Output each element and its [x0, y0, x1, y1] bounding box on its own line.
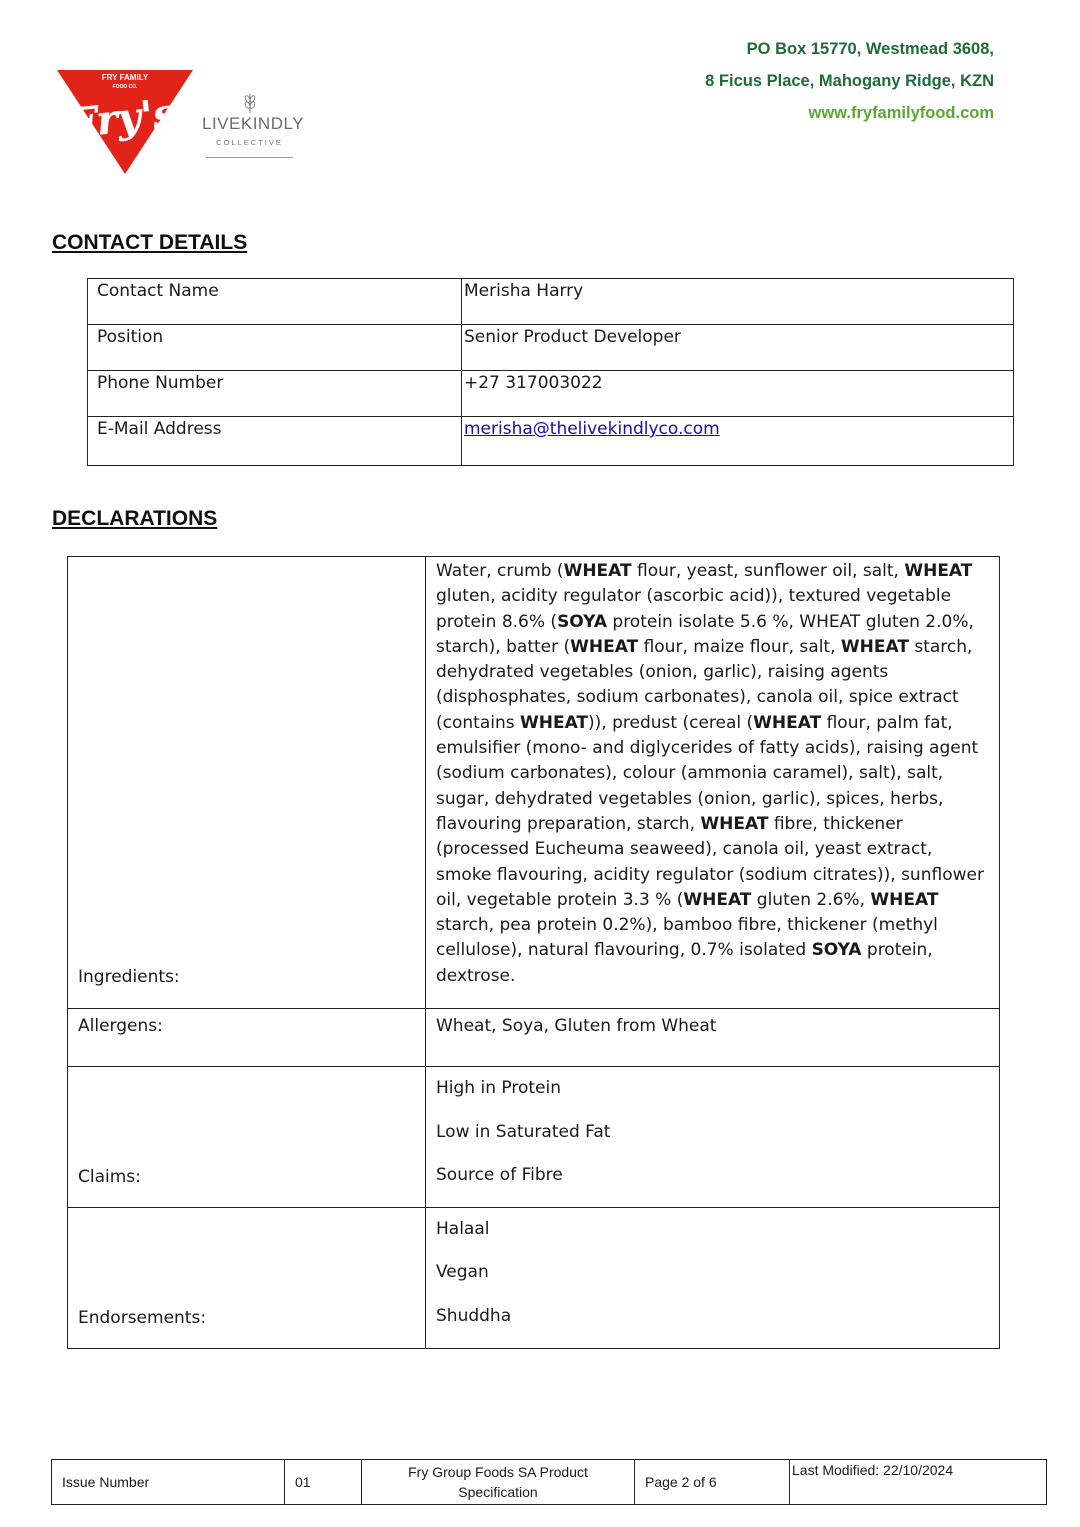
ingredients-label: Ingredients: [68, 557, 426, 1009]
document-title [362, 1460, 635, 1505]
ingredients-value: Water, crumb (WHEAT flour, yeast, sunflower oil, salt, WHEAT gluten, acidity regulator (ascorbic acid)), textured vegetable protein 8.6% (SOYA protein isolate 5.6 %, WHEAT gluten 2.0%, starch), batter (WHEAT flour, maize flour, salt, WHEAT starch, dehydrated vegetables (onion, garlic), raising agents (disphosphates, sodium carbonates), canola oil, spice extract (contains WHEAT)), predust (cereal (WHEAT flour, palm fat, emulsifier (mono- and diglycerides of fatty acids), raising agent (sodium carbonates), colour (ammonia caramel), salt), salt, sugar, dehydrated vegetables (onion, garlic), spices, herbs, flavouring preparation, starch, WHEAT fibre, thickener (processed Eucheuma seaweed), canola oil, yeast extract, smoke flavouring, acidity regulator (sodium citrates)), sunflower oil, vegetable protein 3.3 % (WHEAT gluten 2.6%, WHEAT starch, pea protein 0.2%), bamboo fibre, thickener (methyl cellulose), natural flavouring, 0.7% isolated SOYA protein, dextrose. [426, 557, 1000, 1009]
endorsements-value [426, 1207, 1000, 1349]
declarations-heading: DECLARATIONS [52, 507, 218, 530]
declarations-table [67, 556, 1000, 1349]
email-label: E-Mail Address [88, 417, 462, 466]
footer-table [51, 1459, 1047, 1505]
allergen-highlight: WHEAT [840, 636, 909, 657]
claims-label: Claims: [68, 1067, 426, 1208]
address-line-1: PO Box 15770, Westmead 3608, [746, 40, 994, 58]
allergen-highlight: WHEAT [904, 561, 973, 581]
table-row [68, 1067, 1000, 1208]
allergen-highlight: WHEAT [683, 889, 752, 910]
table-row [88, 371, 1014, 417]
email-value [462, 417, 1014, 466]
table-row [68, 1207, 1000, 1349]
table-row [88, 279, 1014, 325]
table-row [52, 1460, 1047, 1505]
allergen-highlight: SOYA [557, 611, 607, 632]
allergen-highlight: WHEAT [753, 712, 822, 733]
frys-logo-top-text: FRY FAMILY [101, 73, 149, 82]
document-title-line-2: Specification [458, 1484, 538, 1500]
frys-logo-wordmark: Fry's [66, 89, 178, 148]
claim-item: Source of Fibre [436, 1165, 563, 1186]
page-number: Page 2 of 6 [635, 1460, 790, 1505]
livekindly-divider [206, 157, 293, 158]
email-link[interactable]: merisha@thelivekindlyco.com [464, 419, 720, 439]
table-row [88, 417, 1014, 466]
allergen-highlight: SOYA [811, 940, 862, 961]
table-row [88, 325, 1014, 371]
frys-logo [55, 66, 195, 178]
allergens-value: Wheat, Soya, Gluten from Wheat [426, 1009, 1000, 1067]
livekindly-wordmark: LIVEKINDLY [202, 114, 305, 133]
website-link[interactable]: www.fryfamilyfood.com [808, 104, 994, 122]
claims-value [426, 1067, 1000, 1208]
position-label: Position [88, 325, 462, 371]
contact-name-label: Contact Name [88, 279, 462, 325]
livekindly-logo [202, 92, 305, 164]
allergen-highlight: WHEAT [870, 889, 939, 910]
issue-number-label: Issue Number [52, 1460, 285, 1505]
allergen-highlight: WHEAT [563, 561, 632, 581]
frys-logo-sub-text: FOOD CO. [112, 84, 138, 90]
table-row [68, 557, 1000, 1009]
allergens-label: Allergens: [68, 1009, 426, 1067]
allergen-highlight: WHEAT [520, 712, 589, 733]
contact-table [87, 278, 1014, 466]
claim-item: High in Protein [436, 1078, 561, 1099]
table-row [68, 1009, 1000, 1067]
livekindly-subtext: COLLECTIVE [216, 138, 283, 147]
last-modified: Last Modified: 22/10/2024 [790, 1460, 1047, 1505]
document-title-line-1: Fry Group Foods SA Product [408, 1464, 588, 1480]
endorsements-label: Endorsements: [68, 1207, 426, 1349]
endorsement-item: Vegan [436, 1262, 489, 1283]
phone-value: +27 317003022 [462, 371, 1014, 417]
endorsement-item: Halaal [436, 1218, 490, 1239]
address-line-2: 8 Ficus Place, Mahogany Ridge, KZN [705, 72, 994, 90]
claim-item: Low in Saturated Fat [436, 1121, 611, 1142]
contact-name-value: Merisha Harry [462, 279, 1014, 325]
endorsement-item: Shuddha [436, 1305, 512, 1326]
wheat-icon [242, 92, 258, 114]
issue-number-value: 01 [285, 1460, 362, 1505]
allergen-highlight: WHEAT [570, 636, 639, 657]
contact-details-heading: CONTACT DETAILS [52, 231, 248, 254]
phone-label: Phone Number [88, 371, 462, 417]
position-value: Senior Product Developer [462, 325, 1014, 371]
allergen-highlight: WHEAT [700, 813, 769, 834]
